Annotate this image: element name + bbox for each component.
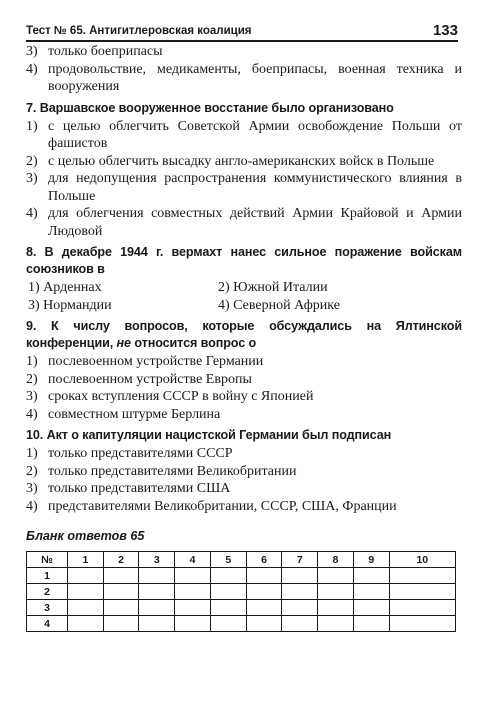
answer-option: 2) Южной Италии — [218, 280, 328, 295]
answer-cell — [318, 584, 354, 600]
answer-option: 4) для облегчения совместных действий Армии Крайовой и Армии Людовой — [26, 206, 462, 239]
answer-option: 1) послевоенном устройстве Германии — [26, 354, 264, 369]
column-header-cell: 9 — [353, 552, 389, 568]
answer-cell — [210, 568, 246, 584]
answer-cell — [175, 600, 211, 616]
answer-option: 3) сроках вступления СССР в войну с Японией — [26, 389, 314, 404]
answer-option: 2) послевоенном устройстве Европы — [26, 371, 252, 387]
column-header-cell: 7 — [282, 552, 318, 568]
question-7 — [26, 100, 462, 241]
answer-cell — [389, 616, 455, 632]
answer-sheet-row — [27, 568, 456, 584]
column-header-cell: 2 — [103, 552, 139, 568]
answer-cell — [353, 584, 389, 600]
row-header-cell: 3 — [27, 600, 68, 616]
answer-option: 1) с целью облегчить Советской Армии освобождение Польши от фашистов — [26, 118, 462, 151]
answer-cell — [246, 616, 282, 632]
answer-sheet-row — [27, 600, 456, 616]
answer-cell — [210, 600, 246, 616]
question-text: 10. Акт о капитуляции нацистской Германии был подписан — [26, 428, 392, 442]
answer-option: 3) только боеприпасы — [26, 44, 163, 59]
column-header-cell: 3 — [139, 552, 175, 568]
question-9 — [26, 318, 462, 423]
answer-cell — [68, 568, 104, 584]
answer-cell — [318, 600, 354, 616]
answer-cell — [139, 568, 175, 584]
column-header-cell: 10 — [389, 552, 455, 568]
answer-cell — [103, 568, 139, 584]
column-header-cell: 4 — [175, 552, 211, 568]
answer-cell — [139, 584, 175, 600]
answer-sheet-header-row — [27, 552, 456, 568]
answer-cell — [210, 616, 246, 632]
row-header-cell: 2 — [27, 584, 68, 600]
answer-option: 3) Нормандии — [28, 297, 112, 313]
answer-cell — [389, 600, 455, 616]
answer-cell — [246, 584, 282, 600]
answer-option: 3) только представителями США — [26, 481, 231, 496]
column-header-cell: 5 — [210, 552, 246, 568]
answer-option: 4) продовольствие, медикаменты, боеприпасы, военная техника и вооружения — [26, 61, 462, 94]
answer-option: 3) для недопущения распространения коммунистического влияния в Польше — [26, 171, 462, 204]
answer-cell — [246, 568, 282, 584]
answer-cell — [353, 600, 389, 616]
corner-header-cell: № — [27, 552, 68, 568]
answer-cell — [318, 568, 354, 584]
answer-option: 4) представителями Великобритании, СССР, США, Франции — [26, 498, 397, 514]
question-text: 7. Варшавское вооруженное восстание было организовано — [26, 100, 394, 115]
negation-emphasis: не — [116, 336, 131, 350]
answer-options-grid — [26, 279, 462, 314]
answer-option: 2) только представителями Великобритании — [26, 463, 297, 479]
answer-cell — [139, 616, 175, 632]
answer-cell — [175, 584, 211, 600]
page-header — [26, 18, 458, 42]
row-header-cell: 1 — [27, 568, 68, 584]
answer-cell — [103, 584, 139, 600]
answer-cell — [175, 568, 211, 584]
answer-cell — [389, 568, 455, 584]
answer-cell — [389, 584, 455, 600]
column-header-cell: 1 — [68, 552, 104, 568]
question-text: 8. В декабре 1944 г. вермахт нанес сильное поражение войскам союзников в — [26, 245, 462, 276]
answer-cell — [318, 616, 354, 632]
answer-option: 4) Северной Африке — [218, 297, 340, 313]
column-header-cell: 8 — [318, 552, 354, 568]
answer-sheet-title: Бланк ответов 65 — [26, 529, 145, 543]
running-title: Тест № 65. Антигитлеровская коалиция — [26, 25, 252, 37]
row-header-cell: 4 — [27, 616, 68, 632]
answer-cell — [282, 568, 318, 584]
answer-cell — [353, 568, 389, 584]
answer-cell — [246, 600, 282, 616]
question-8 — [26, 244, 462, 314]
answer-sheet-table — [26, 551, 456, 632]
answer-cell — [282, 584, 318, 600]
answer-cell — [139, 600, 175, 616]
answer-cell — [353, 616, 389, 632]
answer-option: 4) совместном штурме Берлина — [26, 406, 221, 422]
question-6-tail — [26, 43, 462, 96]
answer-cell — [103, 600, 139, 616]
answer-cell — [175, 616, 211, 632]
answer-cell — [68, 616, 104, 632]
answer-cell — [68, 584, 104, 600]
page-number: 133 — [432, 22, 458, 39]
answer-cell — [210, 584, 246, 600]
answer-option: 1) Арденнах — [28, 280, 102, 295]
page-body — [26, 43, 462, 632]
answer-cell — [103, 616, 139, 632]
answer-sheet-row — [27, 584, 456, 600]
answer-cell — [68, 600, 104, 616]
answer-cell — [282, 616, 318, 632]
answer-option: 1) только представителями СССР — [26, 446, 233, 461]
column-header-cell: 6 — [246, 552, 282, 568]
answer-cell — [282, 600, 318, 616]
answer-option: 2) с целью облегчить высадку англо-американских войск в Польше — [26, 153, 435, 169]
question-10 — [26, 427, 462, 515]
question-text: 9. К числу вопросов, которые обсуждались на Ялтинской конференции, не относится вопрос о — [26, 319, 462, 350]
answer-sheet-row — [27, 616, 456, 632]
